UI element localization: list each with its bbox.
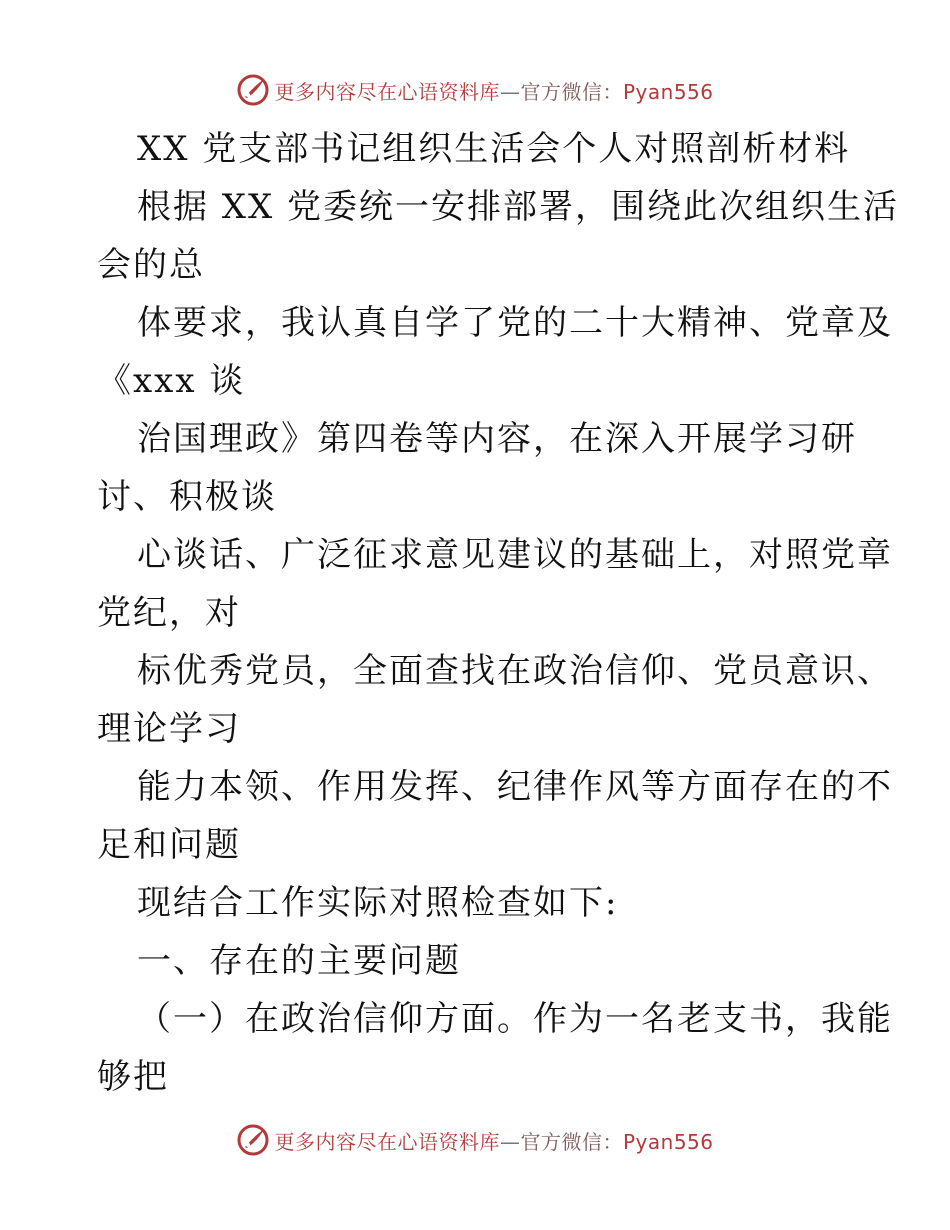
paragraph-line: 讨、积极谈: [97, 477, 277, 517]
header-banner: [0, 70, 950, 110]
quill-seal-icon: [236, 73, 270, 107]
section-heading: 一、存在的主要问题: [137, 941, 461, 981]
paragraph-line: 治国理政》第四卷等内容，在深入开展学习研: [137, 419, 857, 459]
wechat-id: Pyan556: [622, 79, 714, 104]
wechat-label: 官方微信：: [520, 1129, 623, 1154]
footer-banner: [0, 1120, 950, 1160]
promo-label: 更多内容尽在心语资料库: [274, 79, 500, 104]
wechat-label: 官方微信：: [520, 79, 623, 104]
paragraph-line: 理论学习: [97, 709, 241, 749]
paragraph-line: 《xxx 谈: [97, 361, 246, 401]
separator: —: [499, 79, 521, 104]
promo-text: [274, 76, 713, 105]
promo-label: 更多内容尽在心语资料库: [274, 1129, 500, 1154]
wechat-id: Pyan556: [622, 1129, 714, 1154]
doc-title: XX 党支部书记组织生活会个人对照剖析材料: [137, 129, 851, 169]
separator: —: [499, 1129, 521, 1154]
document-body: [97, 120, 900, 1106]
paragraph-line: 标优秀党员，全面查找在政治信仰、党员意识、: [137, 651, 893, 691]
quill-seal-icon: [236, 1123, 270, 1157]
promo-text: [274, 1126, 713, 1155]
paragraph-line: 心谈话、广泛征求意见建议的基础上，对照党章: [137, 535, 893, 575]
paragraph-line: 足和问题: [97, 825, 241, 865]
paragraph-line: 够把: [97, 1057, 169, 1097]
paragraph-line: 根据 XX 党委统一安排部署，围绕此次组织生活: [137, 187, 900, 227]
paragraph-line: （一）在政治信仰方面。作为一名老支书，我能: [137, 999, 893, 1039]
paragraph-line: 能力本领、作用发挥、纪律作风等方面存在的不: [137, 767, 893, 807]
paragraph-line: 党纪，对: [97, 593, 241, 633]
paragraph-line: 现结合工作实际对照检查如下:: [137, 883, 619, 923]
paragraph-line: 会的总: [97, 245, 205, 285]
paragraph-line: 体要求，我认真自学了党的二十大精神、党章及: [137, 303, 893, 343]
